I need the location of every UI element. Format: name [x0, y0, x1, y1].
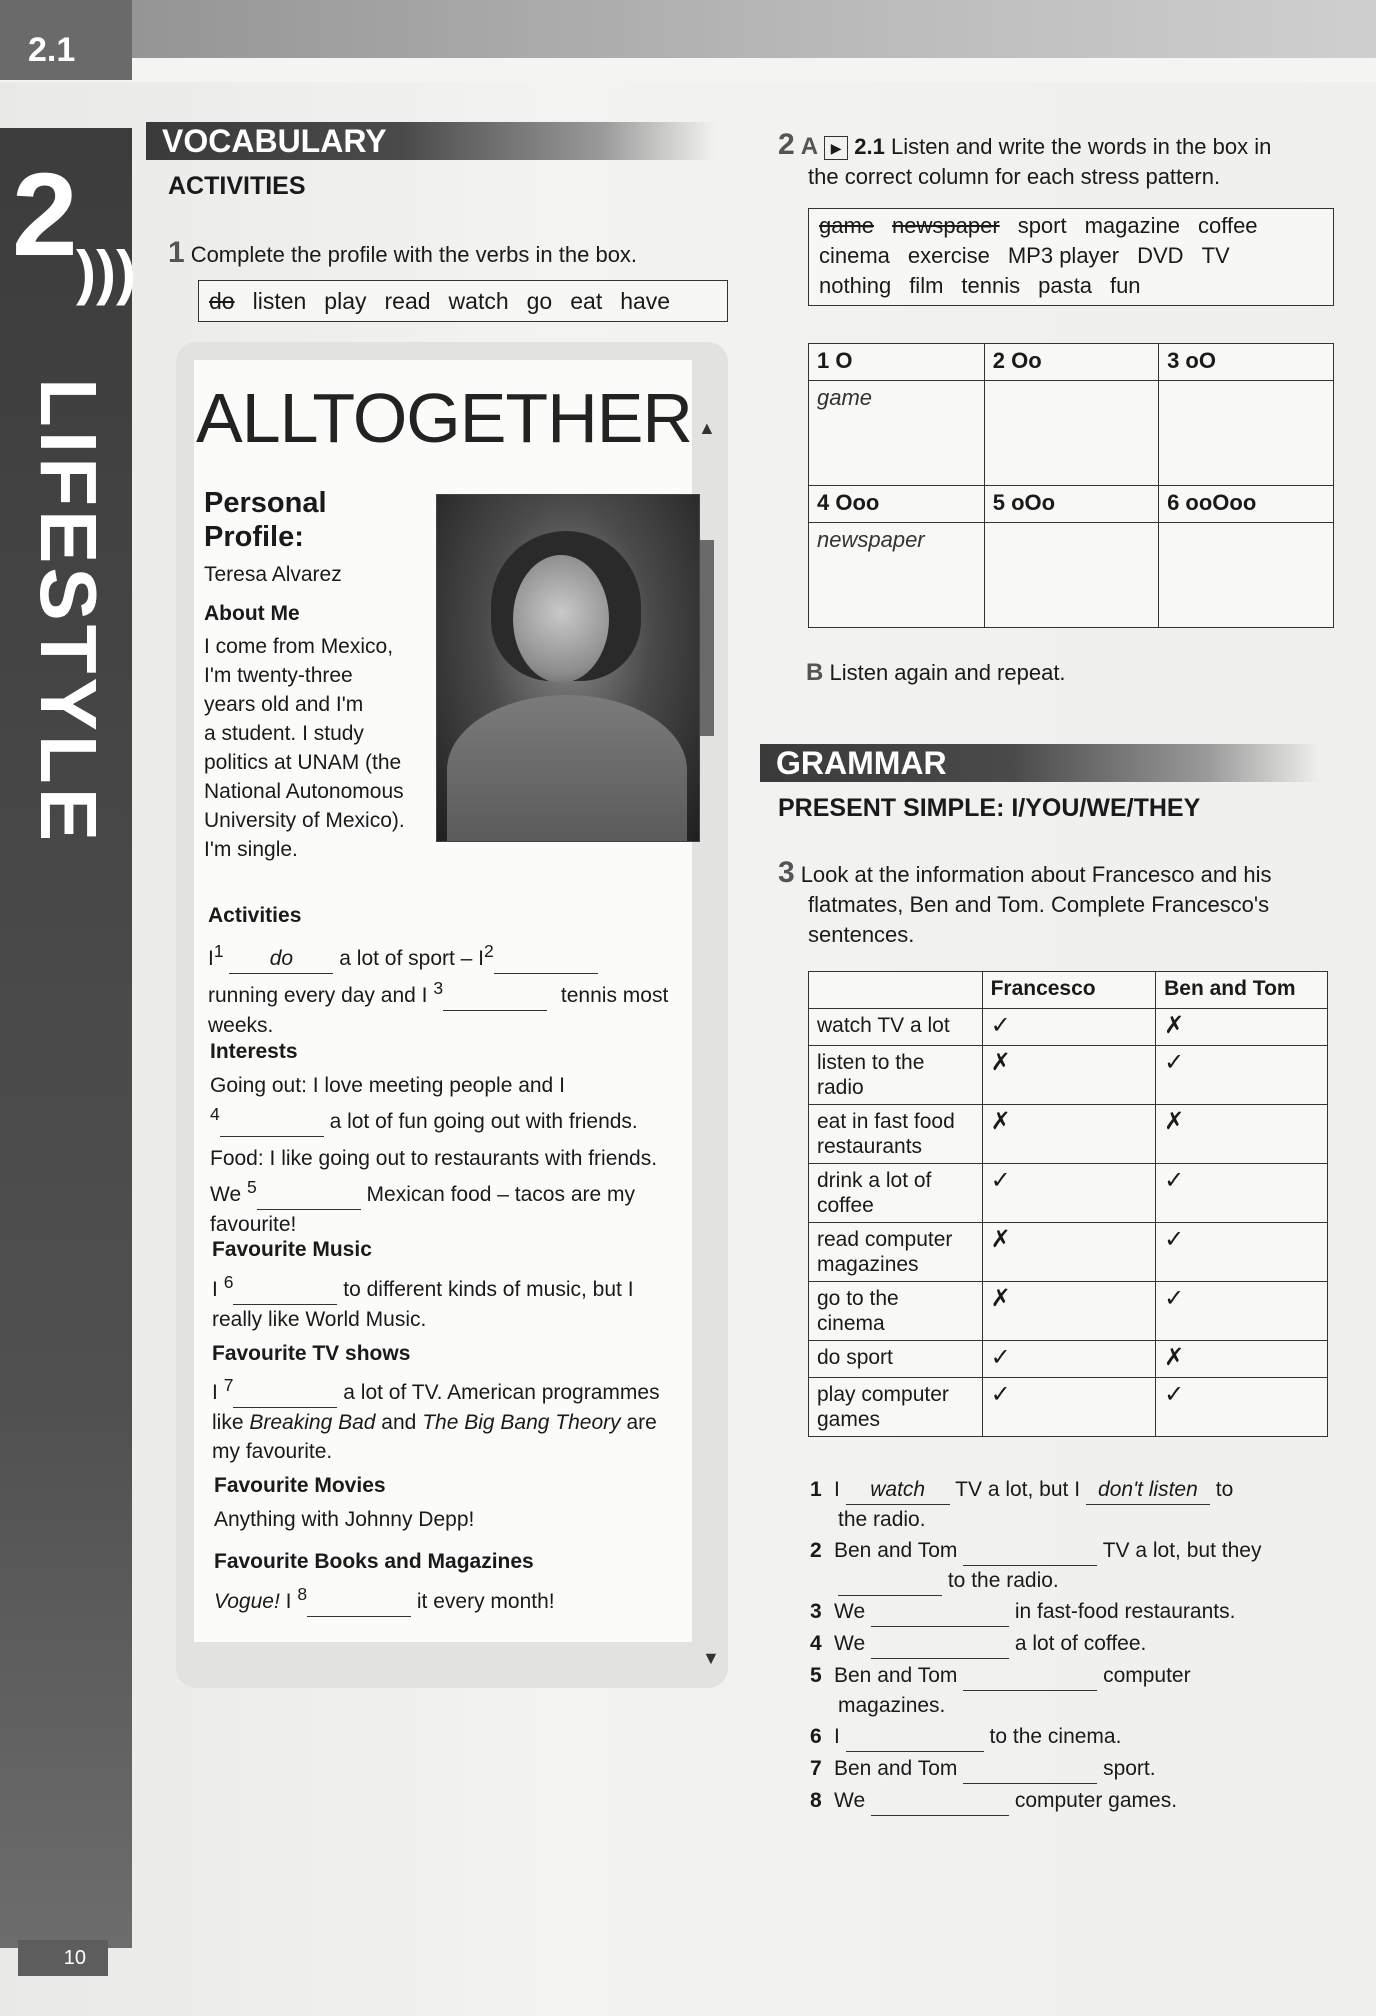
part-a-label: A	[800, 133, 819, 160]
answer-blank[interactable]: watch	[846, 1475, 950, 1505]
answer-blank[interactable]	[257, 1180, 361, 1210]
table-row	[809, 1164, 1328, 1223]
activity-cell	[809, 1164, 983, 1223]
activity-line: drink a lot of	[817, 1169, 932, 1192]
word: eat	[570, 288, 603, 314]
stress-answer-cell[interactable]	[1159, 523, 1334, 628]
sound-waves-icon: )))	[76, 239, 136, 306]
tv-line: my favourite.	[212, 1440, 333, 1463]
word: cinema	[819, 243, 890, 268]
about-text	[204, 632, 405, 864]
scroll-down-icon[interactable]: ▼	[702, 1648, 720, 1668]
books-heading: Favourite Books and Magazines	[214, 1550, 534, 1573]
about-line: a student. I study	[204, 722, 364, 745]
text: and	[381, 1411, 417, 1434]
show-title: Breaking Bad	[249, 1411, 376, 1434]
unit-title: LIFESTYLE	[24, 378, 113, 846]
about-line: National Autonomous	[204, 780, 404, 803]
word: sport	[1017, 213, 1067, 238]
top-strip	[0, 58, 1376, 82]
gap-number: 1	[213, 941, 224, 961]
profile-title-line: Profile:	[204, 521, 304, 553]
stress-header: 4 Ooo	[809, 486, 985, 523]
check-mark: ✗	[982, 1105, 1156, 1164]
exercise-1-text: Complete the profile with the verbs in the box.	[190, 242, 638, 267]
answer-blank[interactable]	[963, 1754, 1097, 1784]
exercise-2b	[806, 658, 1066, 688]
exercise-3-number: 3	[778, 856, 795, 889]
scroll-up-icon[interactable]: ▲	[698, 418, 716, 438]
check-mark: ✗	[1156, 1105, 1328, 1164]
profile-title-line: Personal	[204, 487, 327, 519]
text: Look at the information about Francesco and his	[800, 862, 1272, 887]
top-banner	[0, 0, 1376, 58]
activities-line	[208, 974, 688, 1011]
answer-blank[interactable]	[443, 981, 547, 1011]
check-mark: ✓	[1156, 1378, 1328, 1437]
stress-answer-cell[interactable]	[984, 523, 1158, 628]
stress-answer-cell[interactable]	[984, 381, 1158, 486]
sentence-2	[810, 1536, 1330, 1596]
table-row	[809, 486, 1334, 523]
sentence-line	[810, 1566, 1330, 1596]
text: computer games.	[1014, 1789, 1178, 1812]
sentence-line: magazines.	[838, 1694, 946, 1717]
food-line: Food: I like going out to restaurants with friends.	[210, 1147, 658, 1170]
word: pasta	[1038, 273, 1092, 298]
text: Ben and Tom	[834, 1539, 958, 1562]
about-line: politics at UNAM (the	[204, 751, 402, 774]
table-row	[809, 1341, 1328, 1378]
tv-line	[212, 1408, 692, 1437]
word-row	[819, 211, 1323, 241]
exercise-3-line: flatmates, Ben and Tom. Complete Francesco's	[808, 892, 1270, 917]
site-brand: ALLTOGETHER	[196, 379, 692, 457]
activity-line: magazines	[817, 1253, 919, 1276]
activities-line: weeks.	[208, 1014, 274, 1037]
scrollbar-thumb[interactable]	[700, 540, 714, 736]
text: Ben and Tom	[834, 1664, 958, 1687]
answer-blank[interactable]: don't listen	[1086, 1475, 1210, 1505]
text: We	[834, 1600, 866, 1623]
text: like	[212, 1411, 244, 1434]
text: a lot of TV. American programmes	[343, 1381, 660, 1404]
text: sport.	[1103, 1757, 1156, 1780]
sentence-number: 4	[810, 1632, 822, 1655]
word: DVD	[1137, 243, 1184, 268]
sentence-number: 7	[810, 1757, 822, 1780]
check-mark: ✓	[982, 1009, 1156, 1046]
check-mark: ✓	[982, 1341, 1156, 1378]
check-mark: ✓	[982, 1164, 1156, 1223]
text: Listen and write the words in the box in	[891, 134, 1272, 159]
text: to the cinema.	[989, 1725, 1122, 1748]
text: to	[1215, 1478, 1234, 1501]
about-line: University of Mexico).	[204, 809, 405, 832]
activities-text	[208, 937, 688, 1040]
answer-blank[interactable]	[220, 1107, 324, 1137]
movies-heading: Favourite Movies	[214, 1474, 386, 1497]
word: game	[819, 213, 875, 238]
interests-line: Going out: I love meeting people and I	[210, 1074, 565, 1097]
activity-cell	[809, 1282, 983, 1341]
sentence-8	[810, 1786, 1330, 1816]
word: tennis	[961, 273, 1021, 298]
answer-blank[interactable]	[233, 1378, 337, 1408]
books-text	[214, 1580, 694, 1617]
table-row	[809, 1378, 1328, 1437]
music-line: really like World Music.	[212, 1308, 427, 1331]
text: running every day and I	[208, 984, 428, 1007]
activity-line: go to the	[817, 1287, 899, 1310]
answer-blank[interactable]	[494, 944, 598, 974]
gap-number: 6	[223, 1272, 234, 1292]
table-row	[809, 381, 1334, 486]
check-mark: ✗	[1156, 1341, 1328, 1378]
tv-line	[212, 1371, 692, 1408]
stress-header: 5 oOo	[984, 486, 1158, 523]
table-row	[809, 1009, 1328, 1046]
check-mark: ✓	[1156, 1164, 1328, 1223]
interests-line	[210, 1100, 690, 1137]
word: play	[324, 288, 367, 314]
table-row	[809, 344, 1334, 381]
text: Mexican food – tacos are my	[366, 1183, 636, 1206]
word: newspaper	[892, 213, 1000, 238]
photo-face	[513, 555, 609, 683]
text: I	[834, 1725, 840, 1748]
word: coffee	[1198, 213, 1258, 238]
stress-answer-cell[interactable]	[1159, 381, 1334, 486]
stress-answer-cell[interactable]: newspaper	[809, 523, 985, 628]
sentence-line	[810, 1536, 1330, 1566]
word: exercise	[907, 243, 990, 268]
answer-blank[interactable]	[871, 1786, 1009, 1816]
activity-line: games	[817, 1408, 881, 1431]
activity-line: do sport	[817, 1346, 893, 1369]
page-number: 10	[18, 1940, 108, 1976]
activity-line: eat in fast food	[817, 1110, 955, 1133]
text: Ben and Tom	[834, 1757, 958, 1780]
tv-heading: Favourite TV shows	[212, 1342, 411, 1365]
stress-header: 1 O	[809, 344, 985, 381]
photo-shirt	[447, 695, 687, 842]
text: a lot of sport – I	[339, 947, 485, 970]
activity-line: watch TV a lot	[817, 1014, 950, 1037]
gap-number: 4	[210, 1104, 220, 1124]
table-row	[809, 1105, 1328, 1164]
stress-header: 2 Oo	[984, 344, 1158, 381]
vocabulary-subheading: ACTIVITIES	[168, 172, 306, 200]
sentence-number: 1	[810, 1478, 822, 1501]
interests-text	[210, 1071, 690, 1239]
word: listen	[252, 288, 307, 314]
magazine-title: Vogue!	[214, 1590, 280, 1613]
text: TV a lot, but I	[955, 1478, 1081, 1501]
table-header: Francesco	[982, 972, 1156, 1009]
unit-number: 2	[12, 149, 78, 281]
gap-number: 2	[484, 941, 494, 961]
about-line: years old and I'm	[204, 693, 364, 716]
table-row	[809, 523, 1334, 628]
sentence-6	[810, 1722, 1330, 1752]
check-mark: ✓	[1156, 1282, 1328, 1341]
sentence-3	[810, 1597, 1330, 1627]
table-header	[809, 972, 983, 1009]
text: TV a lot, but they	[1102, 1539, 1262, 1562]
answer-blank[interactable]	[846, 1722, 984, 1752]
table-row	[809, 1223, 1328, 1282]
exercise-2-instruction	[778, 130, 1338, 192]
gap-number: 7	[223, 1375, 234, 1395]
word: do	[209, 288, 235, 314]
check-mark: ✗	[982, 1223, 1156, 1282]
word: MP3 player	[1007, 243, 1120, 268]
text: to different kinds of music, but I	[343, 1278, 634, 1301]
exercise-1-instruction	[168, 238, 637, 270]
exercise-3-line	[778, 858, 1338, 890]
profile-title	[204, 486, 327, 554]
answer-blank[interactable]: do	[229, 944, 333, 974]
activity-cell	[809, 1105, 983, 1164]
table-row	[809, 1046, 1328, 1105]
gap-number: 8	[297, 1584, 308, 1604]
answer-blank[interactable]	[233, 1275, 337, 1305]
activities-line	[208, 937, 688, 974]
activity-line: listen to the	[817, 1051, 925, 1074]
word: fun	[1109, 273, 1141, 298]
unit-tab: 2.1	[0, 0, 132, 80]
text: tennis most	[560, 984, 669, 1007]
exercise-2-number: 2	[778, 128, 795, 161]
sentence-7	[810, 1754, 1330, 1784]
check-mark: ✗	[1156, 1009, 1328, 1046]
gap-number: 5	[246, 1177, 257, 1197]
activity-line: play computer	[817, 1383, 949, 1406]
activity-line: cinema	[817, 1312, 885, 1335]
sentence-number: 6	[810, 1725, 822, 1748]
word: nothing	[819, 273, 892, 298]
activity-line: coffee	[817, 1194, 874, 1217]
activity-cell	[809, 1009, 983, 1046]
music-line	[212, 1268, 692, 1305]
exercise-2-line	[778, 130, 1338, 162]
stress-pattern-table	[808, 343, 1334, 628]
sentence-number: 2	[810, 1539, 822, 1562]
answer-blank[interactable]	[838, 1566, 942, 1596]
profile-photo	[436, 494, 700, 842]
text: We	[210, 1183, 242, 1206]
text: I	[285, 1590, 292, 1613]
check-mark: ✓	[1156, 1046, 1328, 1105]
exercise-1-number: 1	[168, 236, 185, 269]
text: in fast-food restaurants.	[1014, 1600, 1236, 1623]
text: Listen again and repeat.	[829, 660, 1066, 685]
answer-blank[interactable]	[963, 1536, 1097, 1566]
profile-name: Teresa Alvarez	[204, 563, 342, 586]
text: a lot of coffee.	[1014, 1632, 1147, 1655]
verb-word-box	[198, 280, 728, 322]
vocabulary-section-title: VOCABULARY	[146, 122, 716, 160]
activity-line: read computer	[817, 1228, 953, 1251]
text: I	[212, 1278, 218, 1301]
stress-header: 3 oO	[1159, 344, 1334, 381]
unit-sidebar	[0, 128, 136, 1948]
about-line: I'm single.	[204, 838, 298, 861]
grammar-section-title: GRAMMAR	[760, 744, 1320, 782]
activity-line: restaurants	[817, 1135, 923, 1158]
sentence-line: the radio.	[838, 1508, 926, 1531]
text: I	[208, 947, 214, 970]
play-audio-icon[interactable]: ▶	[824, 136, 848, 160]
sentence-line	[810, 1661, 1330, 1691]
activity-cell	[809, 1046, 983, 1105]
check-mark: ✗	[982, 1046, 1156, 1105]
check-mark: ✓	[982, 1378, 1156, 1437]
text: are	[626, 1411, 657, 1434]
text: I	[212, 1381, 218, 1404]
word: read	[384, 288, 431, 314]
interests-heading: Interests	[210, 1040, 298, 1063]
text: We	[834, 1789, 866, 1812]
activity-cell	[809, 1378, 983, 1437]
word: magazine	[1084, 213, 1180, 238]
text: computer	[1103, 1664, 1191, 1687]
check-mark: ✓	[1156, 1223, 1328, 1282]
word-row	[819, 271, 1323, 301]
exercise-3-instruction	[778, 858, 1338, 950]
about-line: I come from Mexico,	[204, 635, 394, 658]
word: have	[620, 288, 671, 314]
text: a lot of fun going out with friends.	[329, 1110, 638, 1133]
check-mark: ✗	[982, 1282, 1156, 1341]
part-b-label: B	[806, 659, 824, 686]
stress-header: 6 ooOoo	[1159, 486, 1334, 523]
text: to the radio.	[947, 1569, 1059, 1592]
word: film	[909, 273, 944, 298]
gap-number: 3	[433, 978, 444, 998]
answer-blank[interactable]	[871, 1629, 1009, 1659]
sentence-number: 3	[810, 1600, 822, 1623]
activity-line: radio	[817, 1076, 864, 1099]
tv-text	[212, 1371, 692, 1466]
flatmates-table	[808, 971, 1328, 1437]
music-heading: Favourite Music	[212, 1238, 372, 1261]
food-line: favourite!	[210, 1213, 297, 1236]
movies-text: Anything with Johnny Depp!	[214, 1508, 475, 1531]
track-number: 2.1	[854, 134, 885, 159]
sentence-line	[810, 1475, 1330, 1505]
about-heading: About Me	[204, 602, 300, 625]
stress-word-box	[808, 208, 1334, 306]
word: watch	[448, 288, 509, 314]
food-line	[210, 1173, 690, 1210]
sentence-number: 5	[810, 1664, 822, 1687]
answer-blank[interactable]	[307, 1587, 411, 1617]
answer-blank[interactable]	[963, 1661, 1097, 1691]
table-row	[809, 972, 1328, 1009]
show-title: The Big Bang Theory	[422, 1411, 621, 1434]
music-text	[212, 1268, 692, 1334]
sentence-1	[810, 1475, 1330, 1534]
word-row	[819, 241, 1323, 271]
grammar-subheading: PRESENT SIMPLE: I/YOU/WE/THEY	[778, 794, 1201, 822]
sentence-number: 8	[810, 1789, 822, 1812]
sentence-4	[810, 1629, 1330, 1659]
stress-answer-cell[interactable]: game	[809, 381, 985, 486]
text: We	[834, 1632, 866, 1655]
exercise-2-line: the correct column for each stress pattern.	[808, 164, 1221, 189]
exercise-3-line: sentences.	[808, 922, 915, 947]
activity-cell	[809, 1223, 983, 1282]
sentence-5	[810, 1661, 1330, 1720]
activities-heading: Activities	[208, 904, 302, 927]
text: I	[834, 1478, 840, 1501]
table-row	[809, 1282, 1328, 1341]
text: it every month!	[416, 1590, 555, 1613]
table-header: Ben and Tom	[1156, 972, 1328, 1009]
activity-cell	[809, 1341, 983, 1378]
about-line: I'm twenty-three	[204, 664, 353, 687]
word: TV	[1201, 243, 1230, 268]
answer-blank[interactable]	[871, 1597, 1009, 1627]
word: go	[526, 288, 553, 314]
